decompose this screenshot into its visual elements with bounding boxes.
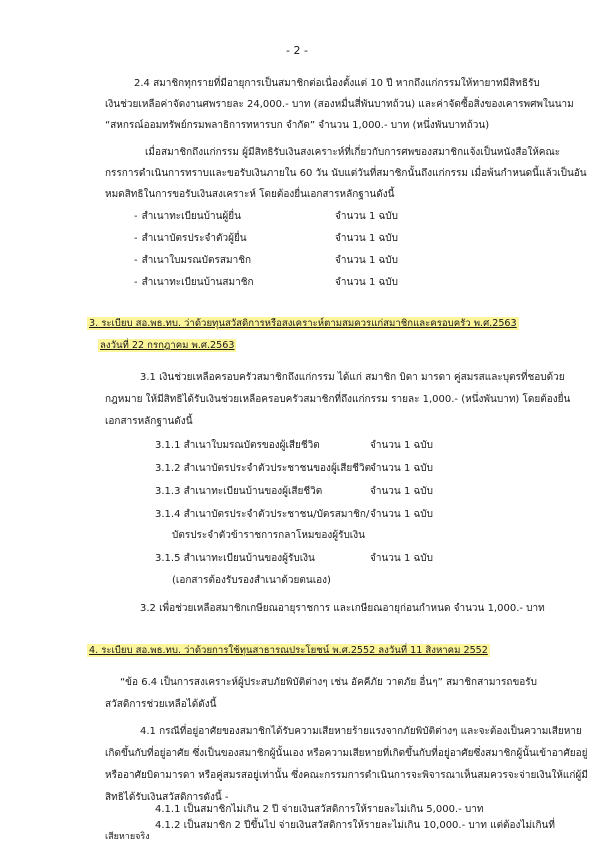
s412-line-1: 4.1.2 เป็นสมาชิก 2 ปีขึ้นไป จ่ายเงินสวัสดิการให้รายละไม่เกิน 10,000.- บาท แต่ต้องไม่เกินที่ bbox=[155, 820, 555, 831]
s31-doc-1-name: 3.1.1 สำเนาใบมรณบัตรของผู้เสียชีวิต bbox=[155, 440, 320, 451]
page-number: - 2 - bbox=[286, 44, 308, 57]
s31-doc-1-qty: จำนวน 1 ฉบับ bbox=[370, 440, 433, 451]
s31-line-3: เอกสารหลักฐานดังนี้ bbox=[105, 416, 193, 427]
s41-line-4: สิทธิได้รับเงินสวัสดิการดังนี้ - bbox=[105, 792, 229, 803]
s411-text: 4.1.1 เป็นสมาชิกไม่เกิน 2 ปี จ่ายเงินสวัสดิการให้รายละไม่เกิน 5,000.- บาท bbox=[155, 804, 484, 815]
s31-doc-5-name: 3.1.5 สำเนาทะเบียนบ้านของผู้รับเงิน bbox=[155, 553, 315, 564]
s412-line-2: เสียหายจริง bbox=[105, 832, 150, 842]
s24-doc-2-name: - สำเนาบัตรประจำตัวผู้ยื่น bbox=[134, 233, 247, 246]
s24-line-3: “สหกรณ์ออมทรัพย์กรมพลาธิการทหารบก จำกัด” จำนวน 1,000.- บาท (หนึ่งพันบาทถ้วน) bbox=[105, 120, 490, 131]
s24-line-2: เงินช่วยเหลือค่าจัดงานศพรายละ 24,000.- บาท (สองหมื่นสี่พันบาทถ้วน) และค่าจัดซื้อสิ่งของเคารพศพในนาม bbox=[105, 99, 574, 110]
s31-doc-4-name: 3.1.4 สำเนาบัตรประจำตัวประชาชน/บัตรสมาชิก/ bbox=[155, 509, 370, 520]
s32-text: 3.2 เพื่อช่วยเหลือสมาชิกเกษียณอายุราชการ และเกษียณอายุก่อนกำหนด จำนวน 1,000.- บาท bbox=[140, 603, 545, 614]
s24-doc-4-qty: จำนวน 1 ฉบับ bbox=[335, 277, 398, 288]
s31-doc-5-qty: จำนวน 1 ฉบับ bbox=[370, 553, 433, 564]
s3-heading-line-2 bbox=[98, 340, 236, 353]
s3-heading-line-1 bbox=[87, 318, 519, 331]
s4-heading-text: 4. ระเบียบ สอ.พธ.ทบ. ว่าด้วยการใช้ทุนสาธารณประโยชน์ พ.ศ.2552 ลงวันที่ 11 สิงหาคม 2552 bbox=[89, 645, 488, 656]
s24-doc-1-name: - สำเนาทะเบียนบ้านผู้ยื่น bbox=[134, 211, 241, 224]
s31-doc-3-name: 3.1.3 สำเนาทะเบียนบ้านของผู้เสียชีวิต bbox=[155, 486, 323, 497]
s24-para2-line-3: หมดสิทธิในการขอรับเงินสงเคราะห์ โดยต้องยื่นเอกสารหลักฐานดังนี้ bbox=[105, 189, 395, 200]
s24-para2-line-2: กรรการดำเนินการทราบและขอรับเงินภายใน 60 วัน นับแต่วันที่สมาชิกนั้นถึงแก่กรรม เมื่อพ้นกำหนดนี้แล้วเป็นอัน bbox=[105, 168, 587, 179]
s24-doc-3-name: - สำเนาใบมรณบัตรสมาชิก bbox=[134, 255, 251, 268]
s3-heading-text-2: ลงวันที่ 22 กรกฎาคม พ.ศ.2563 bbox=[100, 340, 235, 351]
s4-quote-line-1: “ข้อ 6.4 เป็นการสงเคราะห์ผู้ประสบภัยพิบัติต่างๆ เช่น อัคคีภัย วาตภัย อื่นๆ” สมาชิกสามารถขอรับ bbox=[120, 677, 538, 688]
s24-doc-2-qty: จำนวน 1 ฉบับ bbox=[335, 233, 398, 244]
s31-doc-2-qty: จำนวน 1 ฉบับ bbox=[370, 463, 433, 474]
s31-doc-5-note: (เอกสารต้องรับรองสำเนาด้วยตนเอง) bbox=[172, 575, 331, 586]
s31-line-1: 3.1 เงินช่วยเหลือครอบครัวสมาชิกถึงแก่กรรม ได้แก่ สมาชิก บิดา มารดา คู่สมรสและบุตรที่ชอบด้วย bbox=[140, 372, 565, 383]
s41-line-1: 4.1 กรณีที่อยู่อาศัยของสมาชิกได้รับความเสียหายร้ายแรงจากภัยพิบัติต่างๆ และจะต้องเป็นความเสียหาย bbox=[140, 726, 582, 737]
s31-doc-4-qty: จำนวน 1 ฉบับ bbox=[370, 509, 433, 520]
s3-heading-text-1: 3. ระเบียบ สอ.พธ.ทบ. ว่าด้วยทุนสวัสดิการหรือสงเคราะห์ตามสมควรแก่สมาชิกและครอบครัว พ.ศ.2563 bbox=[89, 318, 517, 329]
s31-doc-4-cont: บัตรประจำตัวข้าราชการกลาโหมของผู้รับเงิน bbox=[172, 530, 365, 541]
s31-line-2: กฎหมาย ให้มีสิทธิได้รับเงินช่วยเหลือครอบครัวสมาชิกที่ถึงแก่กรรม รายละ 1,000.- (หนึ่งพันบาท) โดยต้องยื่น bbox=[105, 394, 571, 405]
s24-line-1: 2.4 สมาชิกทุกรายที่มีอายุการเป็นสมาชิกต่อเนื่องตั้งแต่ 10 ปี หากถึงแก่กรรมให้ทายาทมีสิทธิรับ bbox=[134, 78, 540, 89]
s4-quote-line-2: สวัสดิการช่วยเหลือได้ดังนี้ bbox=[105, 699, 217, 710]
s24-para2-line-1: เมื่อสมาชิกถึงแก่กรรม ผู้มีสิทธิรับเงินสงเคราะห์ที่เกี่ยวกับการศพของสมาชิกแจ้งเป็นหนังสือให้คณะ bbox=[145, 147, 561, 158]
s24-doc-3-qty: จำนวน 1 ฉบับ bbox=[335, 255, 398, 266]
s41-line-3: หรืออาศัยบิดามารดา หรือคู่สมรสอยู่เท่านั้น ซึ่งคณะกรรมการดำเนินการจะพิจารณาเห็นสมควรจะจ่ายเงินให้แก่ผู้มี bbox=[105, 770, 588, 781]
s24-doc-4-name: - สำเนาทะเบียนบ้านสมาชิก bbox=[134, 277, 254, 290]
s31-doc-3-qty: จำนวน 1 ฉบับ bbox=[370, 486, 433, 497]
s41-line-2: เกิดขึ้นกับที่อยู่อาศัย ซึ่งเป็นของสมาชิกผู้นั้นเอง หรือความเสียหายที่เกิดขึ้นกับที่อยู่อาศัยซึ่งสมาชิกผู้นั้นเข้าอาศัยอยู่ bbox=[105, 748, 588, 759]
s31-doc-2-name: 3.1.2 สำเนาบัตรประจำตัวประชาชนของผู้เสียชีวิต bbox=[155, 463, 372, 474]
s24-doc-1-qty: จำนวน 1 ฉบับ bbox=[335, 211, 398, 222]
s4-heading-line bbox=[87, 645, 490, 658]
